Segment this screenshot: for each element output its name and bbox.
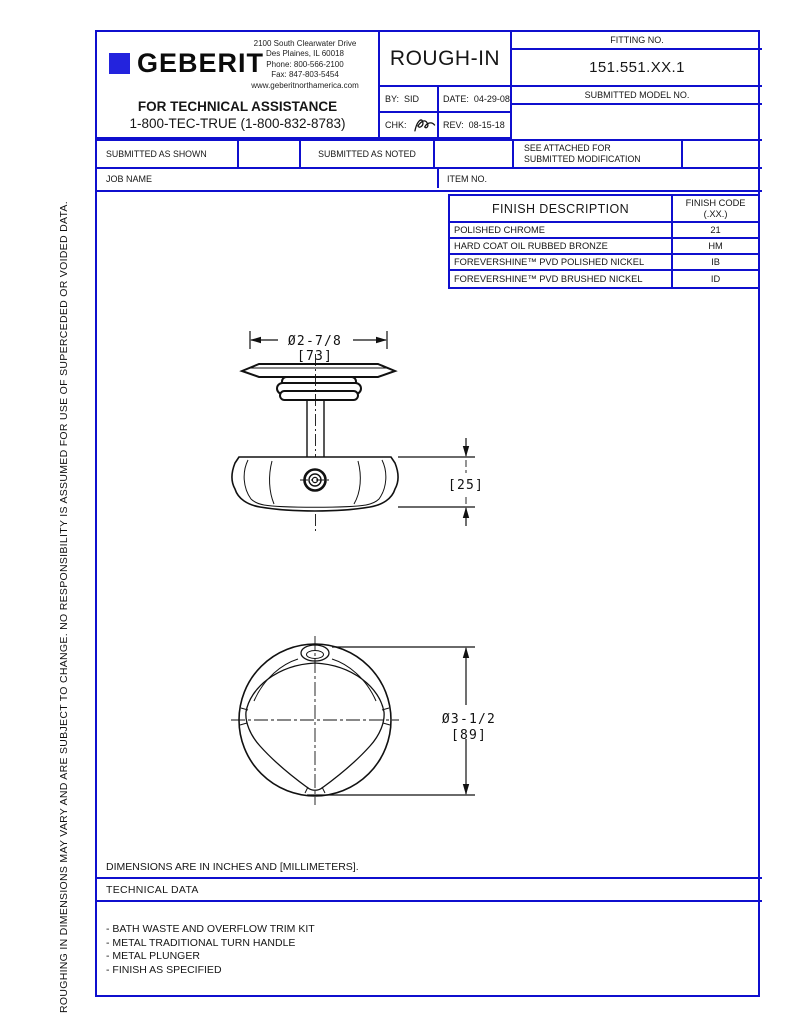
finish-description: HARD COAT OIL RUBBED BRONZE [450, 239, 673, 253]
doc-title: ROUGH-IN [380, 32, 512, 87]
dim-plunger-diameter-inches: Ø2-7/8 [287, 334, 343, 349]
by-label: BY: [385, 94, 400, 104]
finish-code-header-line2: (.XX.) [703, 208, 728, 219]
technical-assistance-block [97, 99, 378, 133]
technical-drawing [97, 192, 762, 877]
chk-label: CHK: [385, 120, 407, 130]
submitted-row [97, 139, 762, 169]
technical-data-item: - BATH WASTE AND OVERFLOW TRIM KIT [106, 923, 315, 935]
submitted-as-noted-cell: SUBMITTED AS NOTED [301, 141, 435, 167]
side-disclaimer-text: ROUGHING IN DIMENSIONS MAY VARY AND ARE SUBJECT TO CHANGE. NO RESPONSIBILITY IS ASSUMED FOR USE OF SUPERCEDED OR VOIDED DATA. [58, 201, 70, 1013]
dim-handle-height-mm: [25] [447, 478, 485, 493]
finish-table-header [450, 196, 758, 223]
finish-description: FOREVERSHINE™ PVD POLISHED NICKEL [450, 255, 673, 269]
see-attached-checkbox-cell [683, 141, 758, 167]
address-line: Phone: 800-566-2100 [266, 59, 344, 69]
date-value: 04-29-08 [473, 94, 510, 104]
by-value: SID [404, 94, 420, 104]
assistance-title: FOR TECHNICAL ASSISTANCE [137, 99, 338, 114]
drawing-frame [95, 30, 760, 997]
finish-code: HM [708, 241, 723, 251]
geberit-logo-square-icon [109, 53, 130, 74]
finish-table [448, 194, 760, 289]
fitting-no-label: FITTING NO. [512, 32, 762, 50]
company-address [236, 39, 374, 91]
finish-description: FOREVERSHINE™ PVD BRUSHED NICKEL [450, 271, 673, 287]
finish-table-row [450, 255, 758, 271]
units-note: DIMENSIONS ARE IN INCHES AND [MILLIMETERS]. [106, 861, 359, 873]
finish-table-row [450, 239, 758, 255]
by-field [380, 87, 439, 113]
finish-description: POLISHED CHROME [450, 223, 673, 237]
item-no-field: ITEM NO. [447, 173, 487, 184]
address-line: Fax: 847-803-5454 [271, 70, 339, 80]
finish-code: IB [711, 257, 720, 267]
assistance-phone: 1-800-TEC-TRUE (1-800-832-8783) [129, 115, 346, 131]
submitted-model-value [512, 105, 762, 139]
technical-data-item: - METAL PLUNGER [106, 950, 200, 962]
address-website: www.geberitnorthamerica.com [251, 80, 359, 90]
date-field [439, 87, 512, 113]
technical-data-header: TECHNICAL DATA [97, 877, 762, 902]
address-line: 2100 South Clearwater Drive [253, 39, 357, 48]
finish-code-header-line1: FINISH CODE [685, 197, 746, 208]
submitted-as-shown-cell: SUBMITTED AS SHOWN [97, 141, 239, 167]
see-attached-line1: SEE ATTACHED FOR [524, 143, 611, 154]
company-block [97, 32, 380, 139]
dim-plunger-diameter-mm: [73] [296, 349, 334, 364]
date-label: DATE: [443, 94, 469, 104]
see-attached-line2: SUBMITTED MODIFICATION [524, 154, 641, 164]
dim-handle-diameter-inches: Ø3-1/2 [441, 712, 497, 727]
technical-data-item: - METAL TRADITIONAL TURN HANDLE [106, 936, 296, 949]
chk-signature [412, 115, 437, 135]
finish-code: 21 [710, 225, 721, 235]
rev-value: 08-15-18 [468, 120, 505, 130]
technical-data-list [97, 902, 762, 997]
rev-field [439, 113, 512, 139]
finish-table-row [450, 223, 758, 239]
finish-table-row [450, 271, 758, 287]
submitted-shown-checkbox-cell [239, 141, 301, 167]
technical-data-item: - FINISH AS SPECIFIED [106, 963, 222, 976]
see-attached-cell [512, 141, 683, 167]
finish-code-header [673, 196, 758, 221]
job-name-field: JOB NAME [97, 169, 439, 188]
chk-field [380, 113, 439, 139]
fitting-no-value: 151.551.XX.1 [512, 50, 762, 87]
rev-label: REV: [443, 120, 464, 130]
address-line: Des Plaines, IL 60018 [266, 49, 344, 59]
finish-code: ID [710, 274, 721, 284]
submitted-model-label: SUBMITTED MODEL NO. [512, 87, 762, 105]
geberit-logo-text: GEBERIT [137, 48, 265, 78]
dim-handle-diameter-mm: [89] [450, 728, 488, 743]
finish-description-header: FINISH DESCRIPTION [450, 196, 673, 221]
drawing-area [97, 192, 762, 877]
job-item-row [97, 169, 762, 192]
